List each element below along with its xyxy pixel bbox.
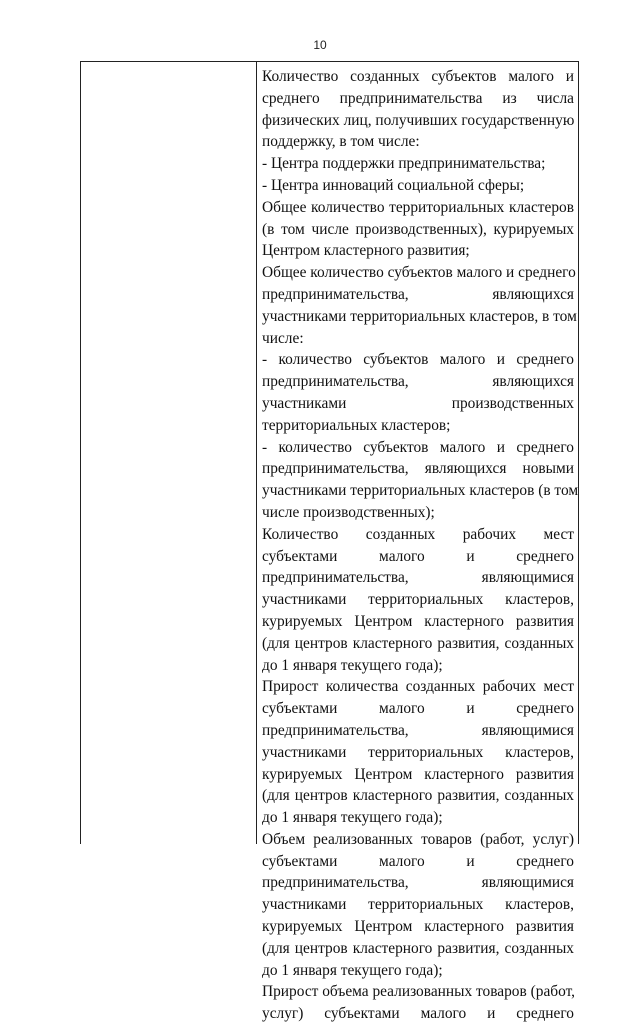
cell-text-line: участниками территориальных кластеров, [262,896,574,914]
cell-text-line: Прирост объема реализованных товаров (работ, [262,983,576,1001]
page-number: 10 [313,38,327,52]
cell-text-line: среднего предпринимательства из числа [262,89,574,107]
cell-text-line: предпринимательства, являющихся новыми [262,460,574,478]
cell-text-line: предпринимательства, являющихся [262,285,574,303]
cell-text-line: Общее количество территориальных кластеров [262,198,574,216]
cell-text-line: субъектами малого и среднего [262,547,574,565]
cell-text-line: участниками территориальных кластеров, в том [262,307,577,325]
cell-text-line: - количество субъектов малого и среднего [262,438,574,456]
cell-text-line: Количество созданных рабочих мест [262,525,574,543]
cell-text-line: - Центра инноваций социальной сферы; [262,176,525,194]
cell-text-line: Объем реализованных товаров (работ, услуг) [262,830,574,848]
cell-text-line: предпринимательства, являющимися [262,721,574,739]
cell-text-line: предпринимательства, являющихся [262,373,574,391]
cell-text-line: до 1 января текущего года); [262,961,443,979]
cell-text-line: (в том числе производственных), курируемых [262,220,574,238]
cell-text-line: субъектами малого и среднего [262,700,574,718]
cell-text-line: поддержку, в том числе: [262,133,420,151]
cell-text-line: предпринимательства, являющимися [262,874,574,892]
cell-text-line: участниками производственных [262,394,574,412]
cell-text-line: курируемых Центром кластерного развития [262,765,574,783]
cell-text-line: предпринимательства, являющимися [262,569,574,587]
cell-text-line: участниками территориальных кластеров, [262,743,574,761]
cell-text-line: (для центров кластерного развития, созданных [262,787,574,805]
table-left-cell [81,62,257,844]
cell-text-line: территориальных кластеров; [262,416,451,434]
cell-text-line: участниками территориальных кластеров (в том [262,482,579,500]
cell-text-line: участниками территориальных кластеров, [262,591,574,609]
cell-text-line: услуг) субъектами малого и среднего [262,1005,574,1023]
cell-text-line: Центром кластерного развития; [262,242,470,260]
cell-text-line: субъектами малого и среднего [262,852,574,870]
cell-text-line: до 1 января текущего года); [262,809,443,827]
cell-text-line: физических лиц, получивших государственную [262,111,575,129]
cell-text-line: (для центров кластерного развития, созданных [262,939,574,957]
table-right-cell [258,62,579,1023]
cell-text-line: (для центров кластерного развития, созданных [262,634,574,652]
cell-text-line: - количество субъектов малого и среднего [262,351,574,369]
document-table [80,61,579,1023]
cell-text-line: Прирост количества созданных рабочих мест [262,678,574,696]
cell-text-line: до 1 января текущего года); [262,656,443,674]
cell-text-line: Количество созданных субъектов малого и [262,68,574,85]
cell-text-line: курируемых Центром кластерного развития [262,918,574,936]
cell-text-line: числе: [262,329,304,347]
cell-text-line: - Центра поддержки предпринимательства; [262,155,546,173]
cell-text-line: курируемых Центром кластерного развития [262,612,574,630]
cell-text-line: числе производственных); [262,503,435,521]
cell-text-line: Общее количество субъектов малого и среднего [262,264,576,282]
